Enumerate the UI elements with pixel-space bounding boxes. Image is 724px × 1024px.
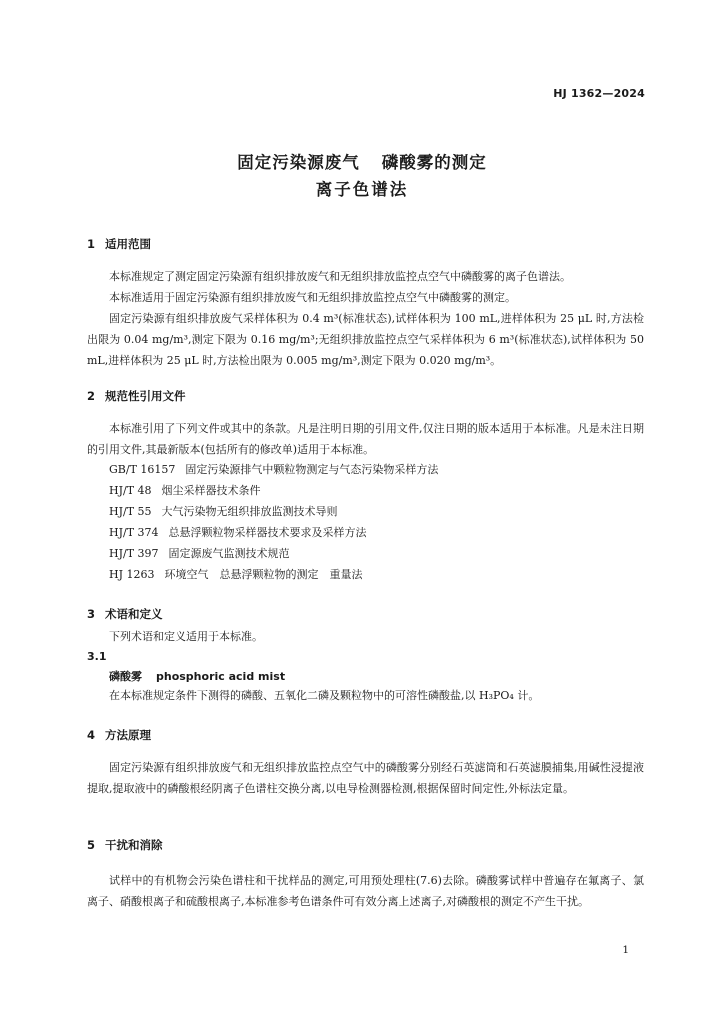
reference-item <box>109 503 338 519</box>
reference-code: HJ/T 374 <box>109 526 159 539</box>
reference-item <box>109 482 261 498</box>
section-3-paragraph-1: 下列术语和定义适用于本标准。 <box>109 630 263 643</box>
term-definition: 在本标准规定条件下测得的磷酸、五氧化二磷及颗粒物中的可溶性磷酸盐,以 H₃PO₄ 计。 <box>109 689 540 702</box>
section-1-paragraph-2: 本标准适用于固定污染源有组织排放废气和无组织排放监控点空气中磷酸雾的测定。 <box>109 291 516 304</box>
reference-code: HJ/T 55 <box>109 505 152 518</box>
section-title: 术语和定义 <box>105 607 163 621</box>
section-2-paragraph-1: 本标准引用了下列文件或其中的条款。凡是注明日期的引用文件,仅注日期的版本适用于本标准。凡是未注日期的引用文件,其最新版本(包括所有的修改单)适用于本标准。 <box>87 422 644 456</box>
reference-title: 大气污染物无组织排放监测技术导则 <box>161 505 338 518</box>
section-number: 1 <box>87 237 96 251</box>
reference-item <box>109 545 290 561</box>
reference-item <box>109 461 438 477</box>
section-4-heading <box>87 727 151 743</box>
reference-code: HJ/T 397 <box>109 547 159 560</box>
term-english: phosphoric acid mist <box>156 670 286 683</box>
section-3-heading <box>87 606 163 622</box>
section-title: 方法原理 <box>105 728 151 742</box>
reference-title: 固定污染源排气中颗粒物测定与气态污染物采样方法 <box>185 463 439 476</box>
title-part2: 磷酸雾的测定 <box>381 153 487 172</box>
term-entry <box>109 668 285 684</box>
reference-code: HJ 1263 <box>109 568 155 581</box>
section-5-heading <box>87 837 163 853</box>
reference-title: 固定源废气监测技术规范 <box>168 547 290 560</box>
reference-title: 烟尘采样器技术条件 <box>161 484 261 497</box>
reference-code: GB/T 16157 <box>109 463 176 476</box>
section-1-paragraph-1: 本标准规定了测定固定污染源有组织排放废气和无组织排放监控点空气中磷酸雾的离子色谱法。 <box>109 270 571 283</box>
section-1-heading <box>87 236 151 252</box>
document-subtitle: 离子色谱法 <box>315 180 409 199</box>
page-number: 1 <box>622 944 629 956</box>
section-title: 干扰和消除 <box>105 838 163 852</box>
section-number: 2 <box>87 389 96 403</box>
section-title: 适用范围 <box>105 237 151 251</box>
section-number: 5 <box>87 838 96 852</box>
reference-title: 总悬浮颗粒物采样器技术要求及采样方法 <box>168 526 367 539</box>
section-2-heading <box>87 388 186 404</box>
term-chinese: 磷酸雾 <box>109 670 142 683</box>
standard-number: HJ 1362—2024 <box>553 87 645 100</box>
reference-item <box>109 524 367 540</box>
title-part1: 固定污染源废气 <box>237 153 360 172</box>
section-number: 3 <box>87 607 96 621</box>
subsection-number: 3.1 <box>87 650 107 663</box>
document-title <box>0 149 724 173</box>
section-number: 4 <box>87 728 96 742</box>
reference-title: 环境空气 总悬浮颗粒物的测定 重量法 <box>164 568 363 581</box>
section-5-paragraph-1: 试样中的有机物会污染色谱柱和干扰样品的测定,可用预处理柱(7.6)去除。磷酸雾试样中普遍存在氟离子、氯离子、硝酸根离子和硫酸根离子,本标准参考色谱条件可有效分离上述离子,对磷酸根的测定不产生干扰。 <box>87 874 644 908</box>
reference-code: HJ/T 48 <box>109 484 152 497</box>
section-1-paragraph-3: 固定污染源有组织排放废气采样体积为 0.4 m³(标准状态),试样体积为 100 mL,进样体积为 25 μL 时,方法检出限为 0.04 mg/m³,测定下限为 0.16 mg/m³;无组织排放监控点空气采样体积为 6 m³(标准状态),试样体积为 50 mL,进样体积为 25 μL 时,方法检出限为 0.005 mg/m³,测定下限为 0.020 mg/m³。 <box>87 312 644 367</box>
section-title: 规范性引用文件 <box>105 389 186 403</box>
reference-item <box>109 566 363 582</box>
section-4-paragraph-1: 固定污染源有组织排放废气和无组织排放监控点空气中的磷酸雾分别经石英滤筒和石英滤膜捕集,用碱性浸提液提取,提取液中的磷酸根经阴离子色谱柱交换分离,以电导检测器检测,根据保留时间定性,外标法定量。 <box>87 761 644 795</box>
